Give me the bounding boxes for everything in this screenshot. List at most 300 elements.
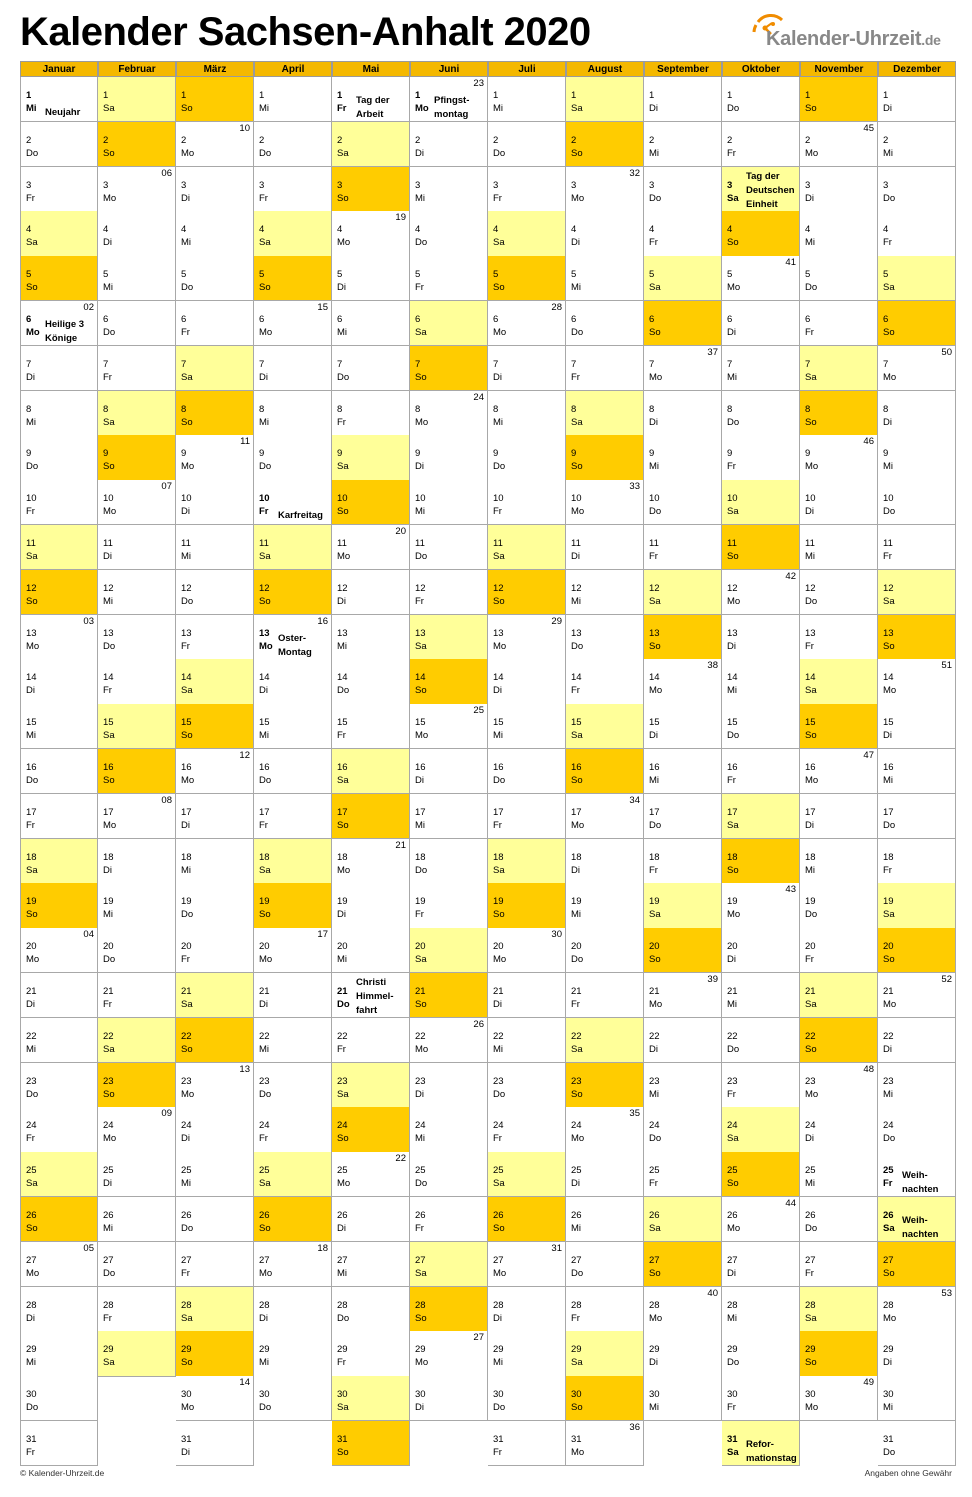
day-cell[interactable] [98, 1152, 176, 1197]
day-cell[interactable] [332, 77, 410, 122]
day-cell[interactable] [644, 211, 722, 256]
day-cell[interactable] [722, 615, 800, 660]
day-cell[interactable] [410, 77, 488, 122]
day-cell[interactable] [332, 1376, 410, 1421]
day-cell[interactable] [254, 256, 332, 301]
day-cell[interactable] [20, 1421, 98, 1466]
day-cell[interactable] [98, 525, 176, 570]
day-cell[interactable] [410, 301, 488, 346]
day-cell[interactable] [722, 211, 800, 256]
day-cell[interactable] [722, 973, 800, 1018]
day-cell[interactable] [566, 839, 644, 884]
day-cell[interactable] [566, 1063, 644, 1108]
day-cell[interactable] [722, 301, 800, 346]
day-cell[interactable] [332, 1287, 410, 1332]
day-cell[interactable] [98, 1287, 176, 1332]
day-cell[interactable] [20, 480, 98, 525]
day-cell[interactable] [254, 346, 332, 391]
day-cell[interactable] [566, 1242, 644, 1287]
day-cell[interactable] [254, 480, 332, 525]
day-cell[interactable] [410, 839, 488, 884]
day-cell[interactable] [488, 973, 566, 1018]
day-cell[interactable] [566, 167, 644, 212]
day-cell[interactable] [20, 973, 98, 1018]
day-cell[interactable] [722, 794, 800, 839]
day-cell[interactable] [878, 839, 956, 884]
day-cell[interactable] [410, 525, 488, 570]
day-cell[interactable] [878, 1107, 956, 1152]
day-cell[interactable] [488, 883, 566, 928]
day-cell[interactable] [800, 1197, 878, 1242]
day-cell[interactable] [176, 77, 254, 122]
day-cell[interactable] [254, 1242, 332, 1287]
day-cell[interactable] [878, 570, 956, 615]
day-cell[interactable] [722, 1018, 800, 1063]
day-cell[interactable] [98, 1063, 176, 1108]
day-cell[interactable] [176, 659, 254, 704]
day-cell[interactable] [722, 1152, 800, 1197]
day-cell[interactable] [722, 570, 800, 615]
day-cell[interactable] [410, 1287, 488, 1332]
day-cell[interactable] [488, 839, 566, 884]
day-cell[interactable] [488, 704, 566, 749]
day-cell[interactable] [176, 883, 254, 928]
day-cell[interactable] [98, 122, 176, 167]
day-cell[interactable] [488, 1331, 566, 1376]
day-cell[interactable] [644, 794, 722, 839]
day-cell[interactable] [800, 1287, 878, 1332]
day-cell[interactable] [410, 1018, 488, 1063]
day-cell[interactable] [332, 256, 410, 301]
day-cell[interactable] [488, 570, 566, 615]
day-cell[interactable] [254, 839, 332, 884]
day-cell[interactable] [566, 122, 644, 167]
day-cell[interactable] [800, 211, 878, 256]
day-cell[interactable] [800, 973, 878, 1018]
day-cell[interactable] [20, 525, 98, 570]
day-cell[interactable] [98, 301, 176, 346]
day-cell[interactable] [800, 1018, 878, 1063]
day-cell[interactable] [176, 1421, 254, 1466]
day-cell[interactable] [878, 525, 956, 570]
day-cell[interactable] [722, 1197, 800, 1242]
day-cell[interactable] [566, 1331, 644, 1376]
day-cell[interactable] [878, 391, 956, 436]
day-cell[interactable] [20, 346, 98, 391]
day-cell[interactable] [176, 1376, 254, 1421]
day-cell[interactable] [254, 391, 332, 436]
day-cell[interactable] [800, 570, 878, 615]
day-cell[interactable] [488, 256, 566, 301]
day-cell[interactable] [20, 167, 98, 212]
day-cell[interactable] [254, 704, 332, 749]
day-cell[interactable] [332, 1107, 410, 1152]
day-cell[interactable] [20, 615, 98, 660]
day-cell[interactable] [332, 928, 410, 973]
day-cell[interactable] [800, 256, 878, 301]
day-cell[interactable] [410, 659, 488, 704]
day-cell[interactable] [410, 122, 488, 167]
day-cell[interactable] [20, 1376, 98, 1421]
day-cell[interactable] [176, 928, 254, 973]
day-cell[interactable] [644, 570, 722, 615]
day-cell[interactable] [800, 839, 878, 884]
day-cell[interactable] [98, 973, 176, 1018]
day-cell[interactable] [20, 256, 98, 301]
day-cell[interactable] [800, 301, 878, 346]
day-cell[interactable] [176, 211, 254, 256]
day-cell[interactable] [878, 659, 956, 704]
day-cell[interactable] [722, 1063, 800, 1108]
day-cell[interactable] [98, 794, 176, 839]
day-cell[interactable] [410, 1242, 488, 1287]
day-cell[interactable] [176, 1152, 254, 1197]
day-cell[interactable] [98, 1331, 176, 1376]
day-cell[interactable] [644, 659, 722, 704]
day-cell[interactable] [878, 1331, 956, 1376]
day-cell[interactable] [332, 211, 410, 256]
day-cell[interactable] [644, 77, 722, 122]
day-cell[interactable] [254, 211, 332, 256]
day-cell[interactable] [644, 391, 722, 436]
day-cell[interactable] [20, 570, 98, 615]
day-cell[interactable] [98, 435, 176, 480]
day-cell[interactable] [644, 928, 722, 973]
day-cell[interactable] [98, 1197, 176, 1242]
day-cell[interactable] [722, 256, 800, 301]
day-cell[interactable] [20, 928, 98, 973]
day-cell[interactable] [878, 883, 956, 928]
day-cell[interactable] [176, 749, 254, 794]
day-cell[interactable] [332, 704, 410, 749]
day-cell[interactable] [410, 435, 488, 480]
day-cell[interactable] [722, 1287, 800, 1332]
day-cell[interactable] [644, 480, 722, 525]
day-cell[interactable] [566, 570, 644, 615]
day-cell[interactable] [878, 615, 956, 660]
day-cell[interactable] [722, 346, 800, 391]
day-cell[interactable] [98, 1018, 176, 1063]
day-cell[interactable] [566, 615, 644, 660]
day-cell[interactable] [566, 1421, 644, 1466]
day-cell[interactable] [566, 211, 644, 256]
day-cell[interactable] [488, 167, 566, 212]
day-cell[interactable] [410, 1197, 488, 1242]
day-cell[interactable] [878, 973, 956, 1018]
day-cell[interactable] [20, 1063, 98, 1108]
day-cell[interactable] [488, 749, 566, 794]
day-cell[interactable] [20, 704, 98, 749]
day-cell[interactable] [20, 122, 98, 167]
day-cell[interactable] [254, 1018, 332, 1063]
day-cell[interactable] [488, 525, 566, 570]
day-cell[interactable] [488, 77, 566, 122]
day-cell[interactable] [254, 1331, 332, 1376]
day-cell[interactable] [722, 77, 800, 122]
day-cell[interactable] [20, 1197, 98, 1242]
day-cell[interactable] [332, 1421, 410, 1466]
day-cell[interactable] [878, 1242, 956, 1287]
day-cell[interactable] [800, 928, 878, 973]
day-cell[interactable] [332, 480, 410, 525]
day-cell[interactable] [488, 659, 566, 704]
day-cell[interactable] [566, 256, 644, 301]
day-cell[interactable] [800, 615, 878, 660]
day-cell[interactable] [20, 1287, 98, 1332]
day-cell[interactable] [566, 1152, 644, 1197]
day-cell[interactable] [410, 615, 488, 660]
day-cell[interactable] [332, 1063, 410, 1108]
day-cell[interactable] [878, 346, 956, 391]
day-cell[interactable] [488, 1197, 566, 1242]
day-cell[interactable] [20, 883, 98, 928]
day-cell[interactable] [410, 391, 488, 436]
day-cell[interactable] [566, 346, 644, 391]
day-cell[interactable] [98, 659, 176, 704]
day-cell[interactable] [566, 391, 644, 436]
day-cell[interactable] [98, 570, 176, 615]
day-cell[interactable] [332, 1242, 410, 1287]
day-cell[interactable] [20, 301, 98, 346]
day-cell[interactable] [878, 122, 956, 167]
day-cell[interactable] [488, 1421, 566, 1466]
day-cell[interactable] [98, 211, 176, 256]
day-cell[interactable] [410, 749, 488, 794]
day-cell[interactable] [176, 704, 254, 749]
day-cell[interactable] [332, 525, 410, 570]
day-cell[interactable] [644, 749, 722, 794]
day-cell[interactable] [332, 883, 410, 928]
day-cell[interactable] [254, 570, 332, 615]
day-cell[interactable] [878, 704, 956, 749]
day-cell[interactable] [176, 256, 254, 301]
day-cell[interactable] [722, 1376, 800, 1421]
day-cell[interactable] [566, 1107, 644, 1152]
day-cell[interactable] [878, 1152, 956, 1197]
day-cell[interactable] [20, 77, 98, 122]
day-cell[interactable] [800, 1331, 878, 1376]
day-cell[interactable] [410, 973, 488, 1018]
brand-logo[interactable] [752, 12, 957, 58]
day-cell[interactable] [644, 1107, 722, 1152]
day-cell[interactable] [644, 1197, 722, 1242]
day-cell[interactable] [410, 1107, 488, 1152]
day-cell[interactable] [644, 704, 722, 749]
day-cell[interactable] [176, 794, 254, 839]
day-cell[interactable] [644, 525, 722, 570]
day-cell[interactable] [98, 346, 176, 391]
day-cell[interactable] [644, 839, 722, 884]
day-cell[interactable] [722, 1107, 800, 1152]
day-cell[interactable] [254, 525, 332, 570]
day-cell[interactable] [332, 839, 410, 884]
day-cell[interactable] [176, 167, 254, 212]
day-cell[interactable] [176, 1107, 254, 1152]
day-cell[interactable] [800, 525, 878, 570]
day-cell[interactable] [254, 1287, 332, 1332]
day-cell[interactable] [332, 1197, 410, 1242]
day-cell[interactable] [410, 928, 488, 973]
day-cell[interactable] [566, 749, 644, 794]
day-cell[interactable] [410, 883, 488, 928]
day-cell[interactable] [98, 77, 176, 122]
day-cell[interactable] [566, 1376, 644, 1421]
day-cell[interactable] [410, 1376, 488, 1421]
day-cell[interactable] [800, 704, 878, 749]
day-cell[interactable] [800, 749, 878, 794]
day-cell[interactable] [878, 1197, 956, 1242]
day-cell[interactable] [566, 1197, 644, 1242]
day-cell[interactable] [800, 167, 878, 212]
day-cell[interactable] [800, 883, 878, 928]
day-cell[interactable] [20, 391, 98, 436]
day-cell[interactable] [644, 167, 722, 212]
day-cell[interactable] [254, 77, 332, 122]
day-cell[interactable] [800, 794, 878, 839]
day-cell[interactable] [800, 1376, 878, 1421]
day-cell[interactable] [176, 615, 254, 660]
day-cell[interactable] [98, 480, 176, 525]
day-cell[interactable] [20, 435, 98, 480]
day-cell[interactable] [20, 1242, 98, 1287]
day-cell[interactable] [332, 749, 410, 794]
day-cell[interactable] [254, 122, 332, 167]
day-cell[interactable] [410, 167, 488, 212]
day-cell[interactable] [254, 794, 332, 839]
day-cell[interactable] [878, 1376, 956, 1421]
day-cell[interactable] [410, 1331, 488, 1376]
day-cell[interactable] [644, 1287, 722, 1332]
day-cell[interactable] [722, 391, 800, 436]
day-cell[interactable] [800, 1107, 878, 1152]
day-cell[interactable] [410, 480, 488, 525]
day-cell[interactable] [800, 435, 878, 480]
day-cell[interactable] [566, 883, 644, 928]
day-cell[interactable] [488, 391, 566, 436]
day-cell[interactable] [254, 883, 332, 928]
day-cell[interactable] [488, 1376, 566, 1421]
day-cell[interactable] [410, 1063, 488, 1108]
day-cell[interactable] [800, 659, 878, 704]
day-cell[interactable] [332, 435, 410, 480]
day-cell[interactable] [410, 346, 488, 391]
day-cell[interactable] [332, 1152, 410, 1197]
day-cell[interactable] [176, 1197, 254, 1242]
day-cell[interactable] [566, 301, 644, 346]
day-cell[interactable] [98, 1107, 176, 1152]
day-cell[interactable] [566, 480, 644, 525]
day-cell[interactable] [644, 1018, 722, 1063]
day-cell[interactable] [488, 1287, 566, 1332]
day-cell[interactable] [722, 480, 800, 525]
day-cell[interactable] [254, 973, 332, 1018]
day-cell[interactable] [722, 839, 800, 884]
day-cell[interactable] [332, 615, 410, 660]
day-cell[interactable] [410, 570, 488, 615]
day-cell[interactable] [332, 1018, 410, 1063]
day-cell[interactable] [488, 301, 566, 346]
day-cell[interactable] [644, 122, 722, 167]
day-cell[interactable] [20, 211, 98, 256]
day-cell[interactable] [410, 211, 488, 256]
day-cell[interactable] [488, 1063, 566, 1108]
day-cell[interactable] [878, 480, 956, 525]
day-cell[interactable] [254, 1197, 332, 1242]
day-cell[interactable] [20, 749, 98, 794]
day-cell[interactable] [332, 301, 410, 346]
day-cell[interactable] [176, 435, 254, 480]
day-cell[interactable] [98, 167, 176, 212]
day-cell[interactable] [488, 928, 566, 973]
day-cell[interactable] [644, 973, 722, 1018]
day-cell[interactable] [176, 1331, 254, 1376]
day-cell[interactable] [176, 1242, 254, 1287]
day-cell[interactable] [878, 1018, 956, 1063]
day-cell[interactable] [254, 1107, 332, 1152]
day-cell[interactable] [254, 928, 332, 973]
day-cell[interactable] [644, 1331, 722, 1376]
day-cell[interactable] [98, 839, 176, 884]
day-cell[interactable] [98, 883, 176, 928]
day-cell[interactable] [20, 1331, 98, 1376]
day-cell[interactable] [800, 391, 878, 436]
day-cell[interactable] [20, 659, 98, 704]
day-cell[interactable] [722, 435, 800, 480]
day-cell[interactable] [800, 346, 878, 391]
day-cell[interactable] [800, 122, 878, 167]
day-cell[interactable] [566, 435, 644, 480]
day-cell[interactable] [254, 615, 332, 660]
day-cell[interactable] [722, 1331, 800, 1376]
day-cell[interactable] [566, 659, 644, 704]
day-cell[interactable] [644, 1063, 722, 1108]
day-cell[interactable] [176, 346, 254, 391]
day-cell[interactable] [332, 122, 410, 167]
day-cell[interactable] [98, 704, 176, 749]
day-cell[interactable] [644, 615, 722, 660]
day-cell[interactable] [644, 1376, 722, 1421]
day-cell[interactable] [722, 525, 800, 570]
day-cell[interactable] [488, 1107, 566, 1152]
day-cell[interactable] [722, 122, 800, 167]
day-cell[interactable] [410, 256, 488, 301]
day-cell[interactable] [176, 973, 254, 1018]
day-cell[interactable] [722, 883, 800, 928]
day-cell[interactable] [722, 704, 800, 749]
day-cell[interactable] [98, 615, 176, 660]
day-cell[interactable] [176, 1287, 254, 1332]
day-cell[interactable] [332, 570, 410, 615]
day-cell[interactable] [878, 794, 956, 839]
day-cell[interactable] [20, 1018, 98, 1063]
day-cell[interactable] [332, 391, 410, 436]
day-cell[interactable] [488, 480, 566, 525]
day-cell[interactable] [644, 1152, 722, 1197]
day-cell[interactable] [98, 1242, 176, 1287]
day-cell[interactable] [98, 391, 176, 436]
day-cell[interactable] [176, 480, 254, 525]
day-cell[interactable] [176, 1063, 254, 1108]
day-cell[interactable] [254, 659, 332, 704]
day-cell[interactable] [644, 435, 722, 480]
day-cell[interactable] [488, 615, 566, 660]
day-cell[interactable] [644, 1242, 722, 1287]
day-cell[interactable] [878, 77, 956, 122]
day-cell[interactable] [176, 839, 254, 884]
day-cell[interactable] [566, 973, 644, 1018]
day-cell[interactable] [878, 928, 956, 973]
day-cell[interactable] [176, 570, 254, 615]
